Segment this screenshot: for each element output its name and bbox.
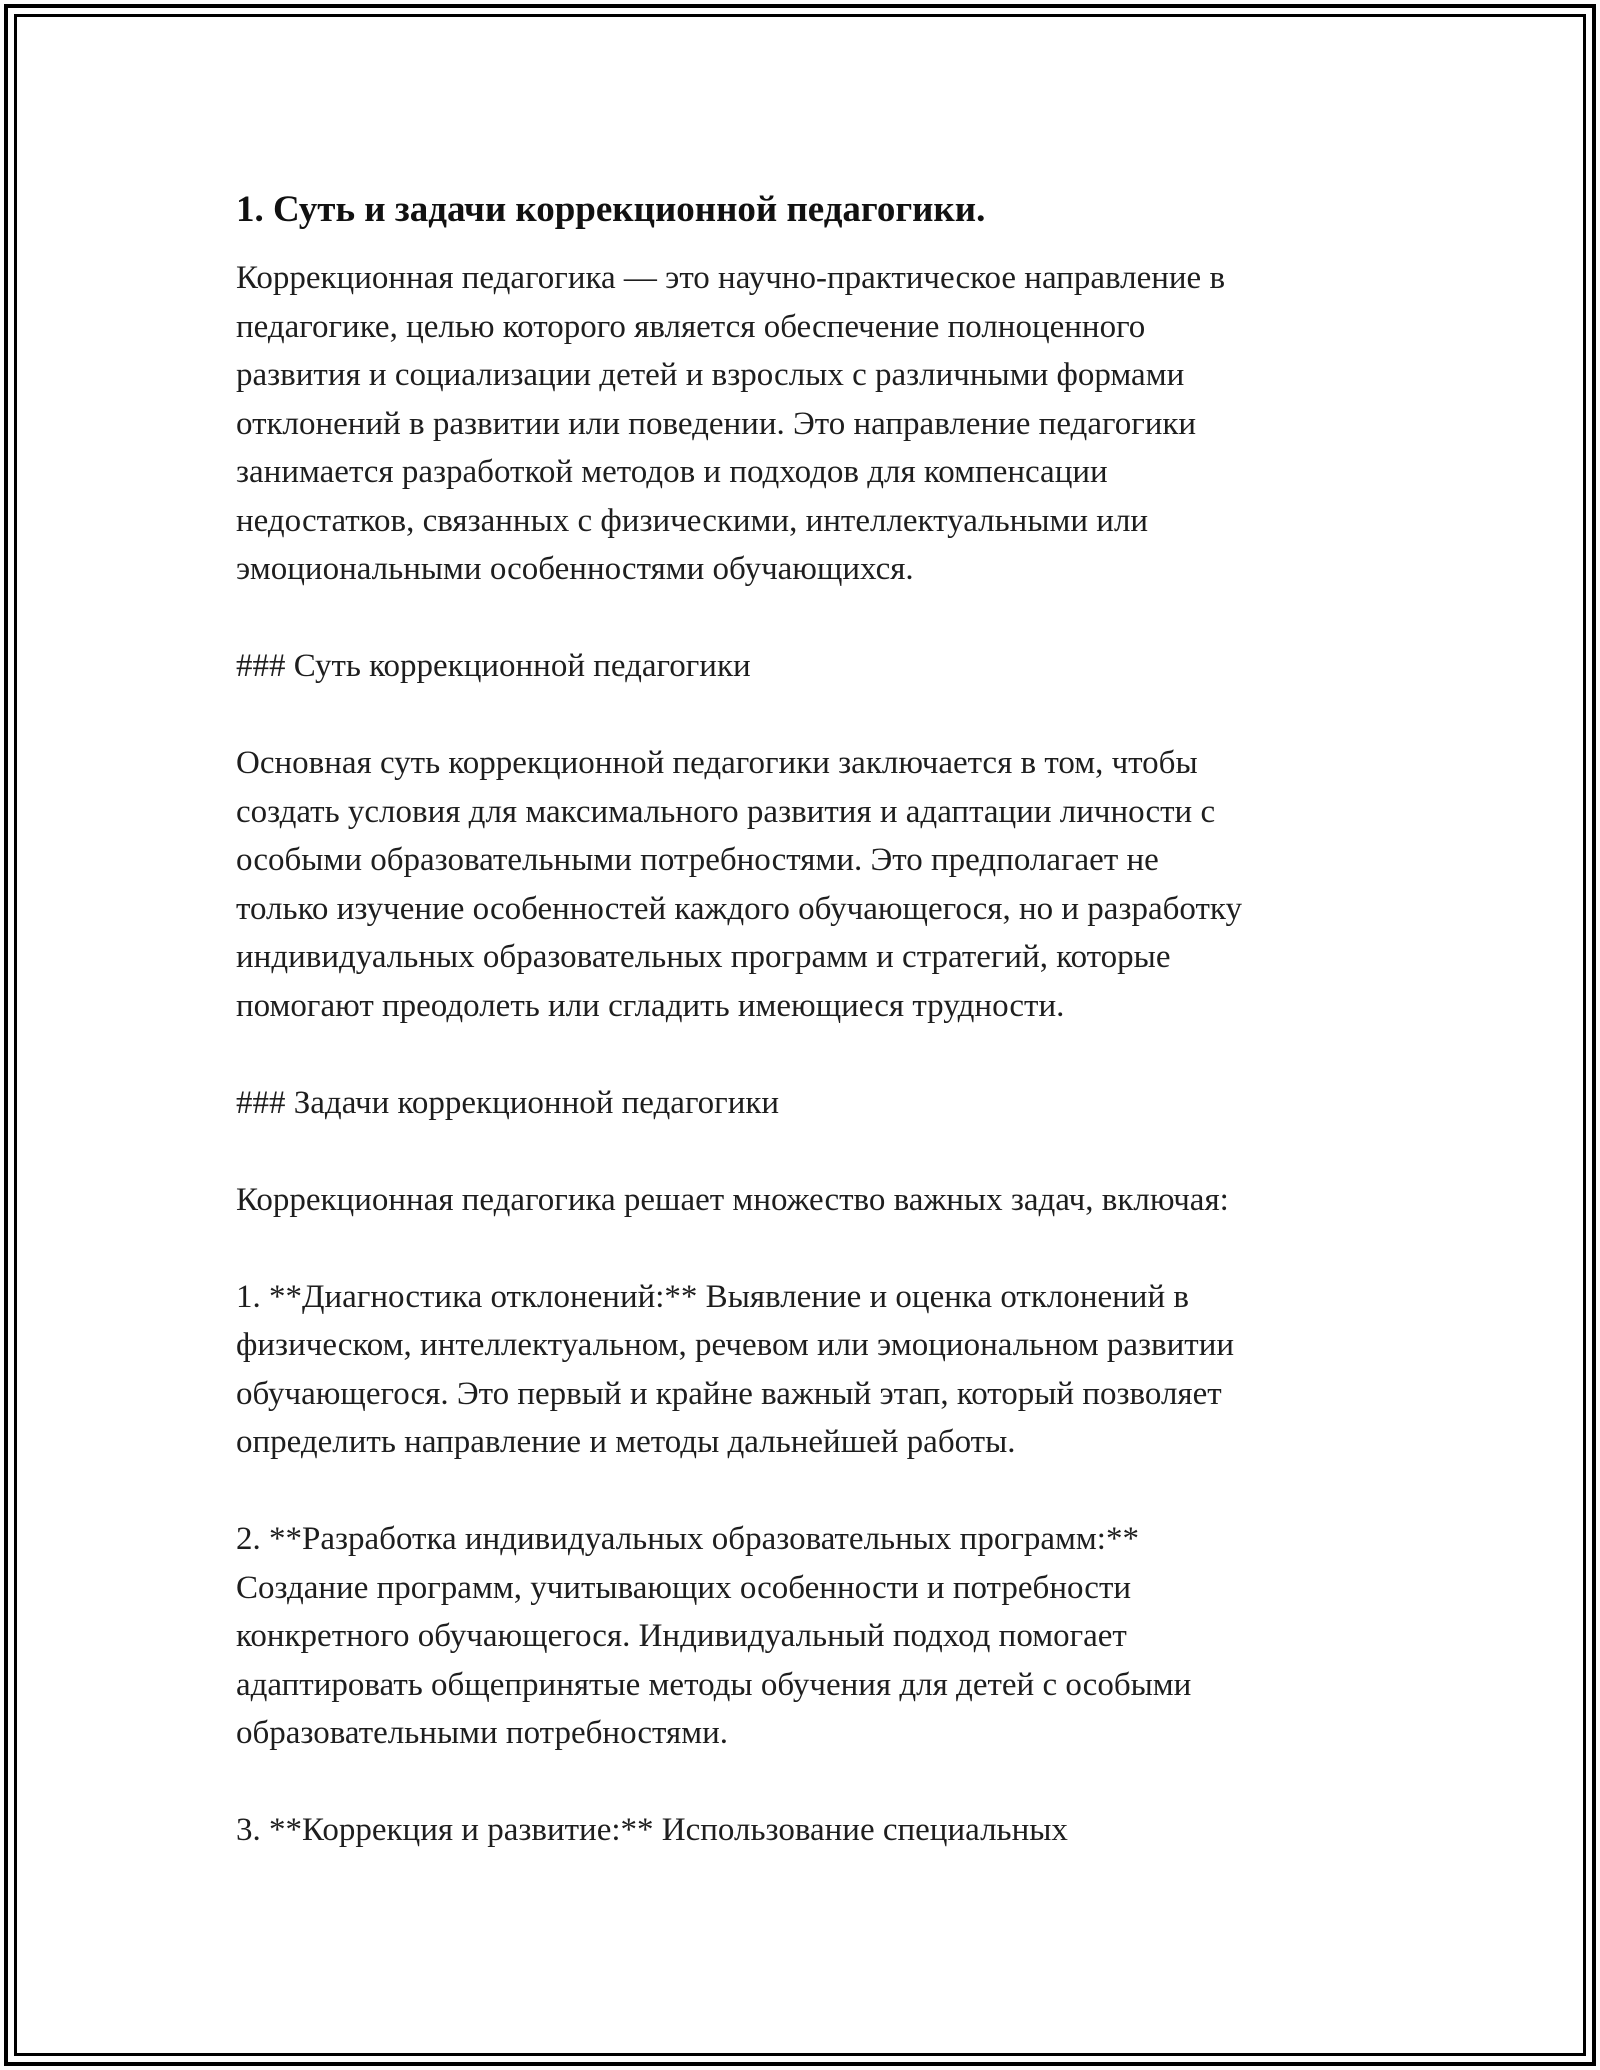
- text-line: индивидуальных образовательных программ и стратегий, которые: [236, 939, 1171, 975]
- text-line: Коррекционная педагогика — это научно-практическое направление в: [236, 260, 1226, 296]
- paragraph: [236, 1806, 1386, 1855]
- text-line: Создание программ, учитывающих особенности и потребности: [236, 1569, 1132, 1606]
- text-line: конкретного обучающегося. Индивидуальный подход помогает: [236, 1618, 1127, 1654]
- text-line: занимается разработкой методов и подходов для компенсации: [236, 454, 1108, 490]
- text-line: особыми образовательными потребностями. Это предполагает не: [236, 842, 1159, 878]
- text-line: образовательными потребностями.: [236, 1715, 729, 1751]
- text-line: ### Суть коррекционной педагогики: [236, 648, 751, 684]
- text-line: адаптировать общепринятые методы обучения для детей с особыми: [236, 1666, 1192, 1703]
- blank-line: [236, 1030, 1386, 1079]
- blank-line: [236, 1127, 1386, 1176]
- blank-line: [236, 1467, 1386, 1516]
- document-blocks: [236, 254, 1386, 1855]
- text-line: 2. **Разработка индивидуальных образовательных программ:**: [236, 1521, 1139, 1557]
- paragraph: [236, 1515, 1386, 1758]
- text-line: недостатков, связанных с физическими, интеллектуальными или: [236, 502, 1149, 539]
- blank-line: [236, 1758, 1386, 1807]
- text-line: Коррекционная педагогика решает множество важных задач, включая:: [236, 1181, 1229, 1218]
- text-line: только изучение особенностей каждого обучающегося, но и разработку: [236, 890, 1242, 927]
- section-heading: [236, 642, 1386, 691]
- text-line: обучающегося. Это первый и крайне важный этап, который позволяет: [236, 1375, 1222, 1412]
- paragraph: [236, 1273, 1386, 1467]
- text-line: помогают преодолеть или сгладить имеющиеся трудности.: [236, 987, 1065, 1024]
- blank-line: [236, 1224, 1386, 1273]
- text-line: развития и социализации детей и взрослых с различными формами: [236, 357, 1185, 393]
- text-line: отклонений в развитии или поведении. Это направление педагогики: [236, 405, 1197, 442]
- text-line: определить направление и методы дальнейшей работы.: [236, 1424, 1016, 1460]
- blank-line: [236, 691, 1386, 740]
- text-line: эмоциональными особенностями обучающихся.: [236, 551, 914, 587]
- text-line: педагогике, целью которого является обеспечение полноценного: [236, 308, 1146, 345]
- section-heading: [236, 1079, 1386, 1128]
- text-line: создать условия для максимального развития и адаптации личности с: [236, 793, 1216, 830]
- blank-line: [236, 594, 1386, 643]
- text-line: ### Задачи коррекционной педагогики: [236, 1084, 780, 1121]
- text-line: физическом, интеллектуальном, речевом или эмоциональном развитии: [236, 1327, 1235, 1363]
- paragraph: [236, 1176, 1386, 1225]
- document-title: 1. Суть и задачи коррекционной педагогики.: [236, 189, 986, 230]
- text-line: 3. **Коррекция и развитие:** Использование специальных: [236, 1812, 1068, 1848]
- text-line: 1. **Диагностика отклонений:** Выявление и оценка отклонений в: [236, 1278, 1189, 1315]
- text-line: Основная суть коррекционной педагогики заключается в том, чтобы: [236, 745, 1198, 781]
- document-body: [236, 186, 1386, 1855]
- paragraph: [236, 254, 1386, 594]
- paragraph: [236, 739, 1386, 1030]
